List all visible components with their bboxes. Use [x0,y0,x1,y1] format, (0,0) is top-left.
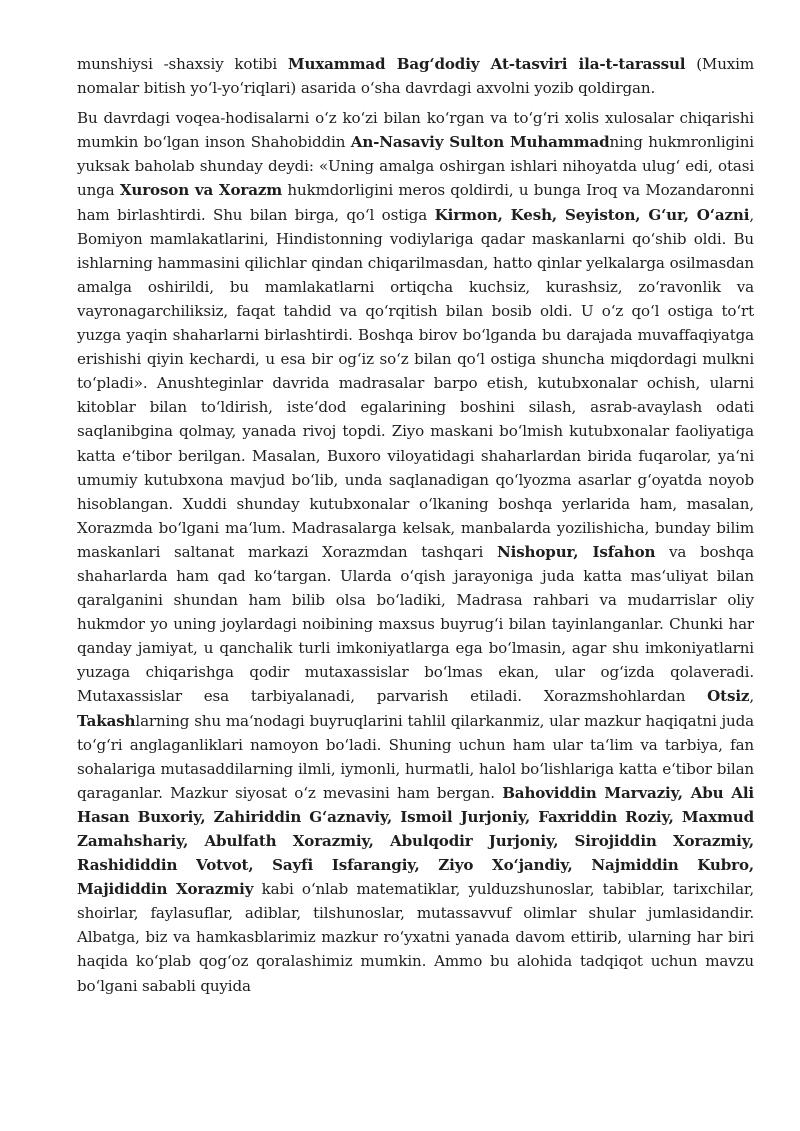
bold-text-run: Kirmon, Kesh, Seyiston, G‘ur, O‘azni [434,205,750,224]
text-run: Bu davrdagi voqea-hodisalarni o‘z ko‘zi bilan ko‘rgan va to‘g‘ri xolis xulosalar chiqarishi mumkin bo‘lgan inson Shahobiddin [77,109,754,152]
document-page [77,52,754,1004]
text-run: ning hukmronligini yuksak baholab shunday deydi: «Uning amalga oshirgan ishlari nihoyatda ulug‘ edi, otasi unga [77,133,754,200]
bold-text-run: Bahoviddin Marvaziy, Abu Ali Hasan Buxoriy, Zahiriddin G‘aznaviy, Ismoil Jurjoniy, Faxriddin Roziy, Maxmud Zamahshariy, Abulfath Xorazmiy, Abulqodir Jurjoniy, Sirojiddin Xorazmiy, Rashididdin Votvot, Sayfi Isfarangiy, Ziyo Xo‘jandiy, Najmiddin Kubro, Majididdin Xorazmiy [77,783,754,899]
bold-text-run: Otsiz [707,687,750,706]
text-run: hukmdorligini meros qoldirdi, u bunga Iroq va Mozandaronni ham birlashtirdi. Shu bilan birga, qo‘l ostiga [77,181,755,224]
text-run: munshiysi -shaxsiy kotibi [77,55,288,73]
text-run: kabi o‘nlab matematiklar, yulduzshunoslar, tabiblar, tarixchilar, shoirlar, faylasuflar, adiblar, tilshunoslar, mutassavvuf olimlar shular jumlasidandir. Albatga, biz va hamkasblarimiz mazkur ro‘yxatni yanada davom ettirib, ularning har biri haqida ko‘plab qog‘oz qoralashimiz mumkin. Ammo bu alohida tadqiqot uchun mavzu bo‘lgani sababli quyida [77,880,754,995]
bold-text-run: Muxammad Bag‘dodiy At-tasviri ila-t-tarassul [287,55,686,73]
bold-text-run: An-Nasaviy Sulton Muhammad [350,133,610,152]
text-run: larning shu ma‘nodagi buyruqlarini tahlil qilarkanmiz, ular mazkur haqiqatni juda to‘g‘ri anglaganliklari namoyon bo‘ladi. Shuning uchun ham ular ta‘lim va tarbiya, fan sohalariga mutasaddilarning ilmli, iymonli, hurmatli, halol bo‘lishlariga katta e‘tibor bilan qaraganlar. Mazkur siyosat o‘z mevasini ham bergan. [77,711,754,802]
text-run: (Muxim nomalar bitish yo‘l-yo‘riqlari) asarida o‘sha davrdagi axvolni yozib qoldirgan. [77,55,755,98]
paragraph-2 [77,106,754,997]
bold-text-run: Nishopur, Isfahon [496,542,656,561]
bold-text-run: Xuroson va Xorazm [119,181,283,200]
text-run: , Bomiyon mamlakatlarini, Hindistonning vodiylariga qadar maskanlarni qo‘shib oldi. Bu ishlarning hammasini qilichlar qindan chiqarilmasdan, hatto qinlar yelkalarga osilmasdan amalga oshirildi, bu mamlakatlarni ortiqcha kuchsiz, kurashsiz, zo‘ravonlik va vayronagarchiliksiz, faqat tahdid va qo‘rqitish bilan bosib oldi. U o‘z qo‘l ostiga to‘rt yuzga yaqin shaharlarni birlashtirdi. Boshqa birov bo‘lganda bu darajada muvaffaqiyatga erishishi qiyin kechardi, u esa bir og‘iz so‘z bilan qo‘l ostiga shuncha miqdordagi mulkni to‘pladi». Anushteginlar davrida madrasalar barpo etish, kutubxonalar ochish, ularni kitoblar bilan to‘ldirish, iste‘dod egalarining boshini silash, asrab-avaylash odati saqlanibgina qolmay, yanada rivoj topdi. Ziyo maskani bo‘lmish kutubxonalar faoliyatiga katta e‘tibor berilgan. Masalan, Buxoro viloyatidagi shaharlardan birida fuqarolar, ya‘ni umumiy kutubxona mavjud bo‘lib, unda saqlanadigan qo‘lyozma asarlar g‘oyatda noyob hisoblangan. Xuddi shunday kutubxonalar o‘lkaning boshqa yerlarida ham, masalan, Xorazmda bo‘lgani ma‘lum. Madrasalarga kelsak, manbalarda yozilishicha, bunday bilim maskanlari saltanat markazi Xorazmdan tashqari [77,205,754,561]
text-run: , [749,687,754,706]
paragraph-1 [77,52,754,100]
bold-text-run: Takash [77,711,136,730]
text-run: va boshqa shaharlarda ham qad ko‘targan. Ularda o‘qish jarayoniga juda katta mas‘uliyat bilan qaralganini shundan ham bilib olsa bo‘ladiki, Madrasa rahbari va mudarrislar oliy hukmdor yo uning joylardagi noibining maxsus buyrug‘i bilan tayinlanganlar. Chunki har qanday jamiyat, u qanchalik turli imkoniyatlarga ega bo‘lmasin, agar shu imkoniyatlarni yuzaga chiqarishga qodir mutaxassislar bo‘lmas ekan, ular og‘izda qolaveradi. Mutaxassislar esa tarbiyalanadi, parvarish etiladi. Xorazmshohlardan [77,542,754,706]
